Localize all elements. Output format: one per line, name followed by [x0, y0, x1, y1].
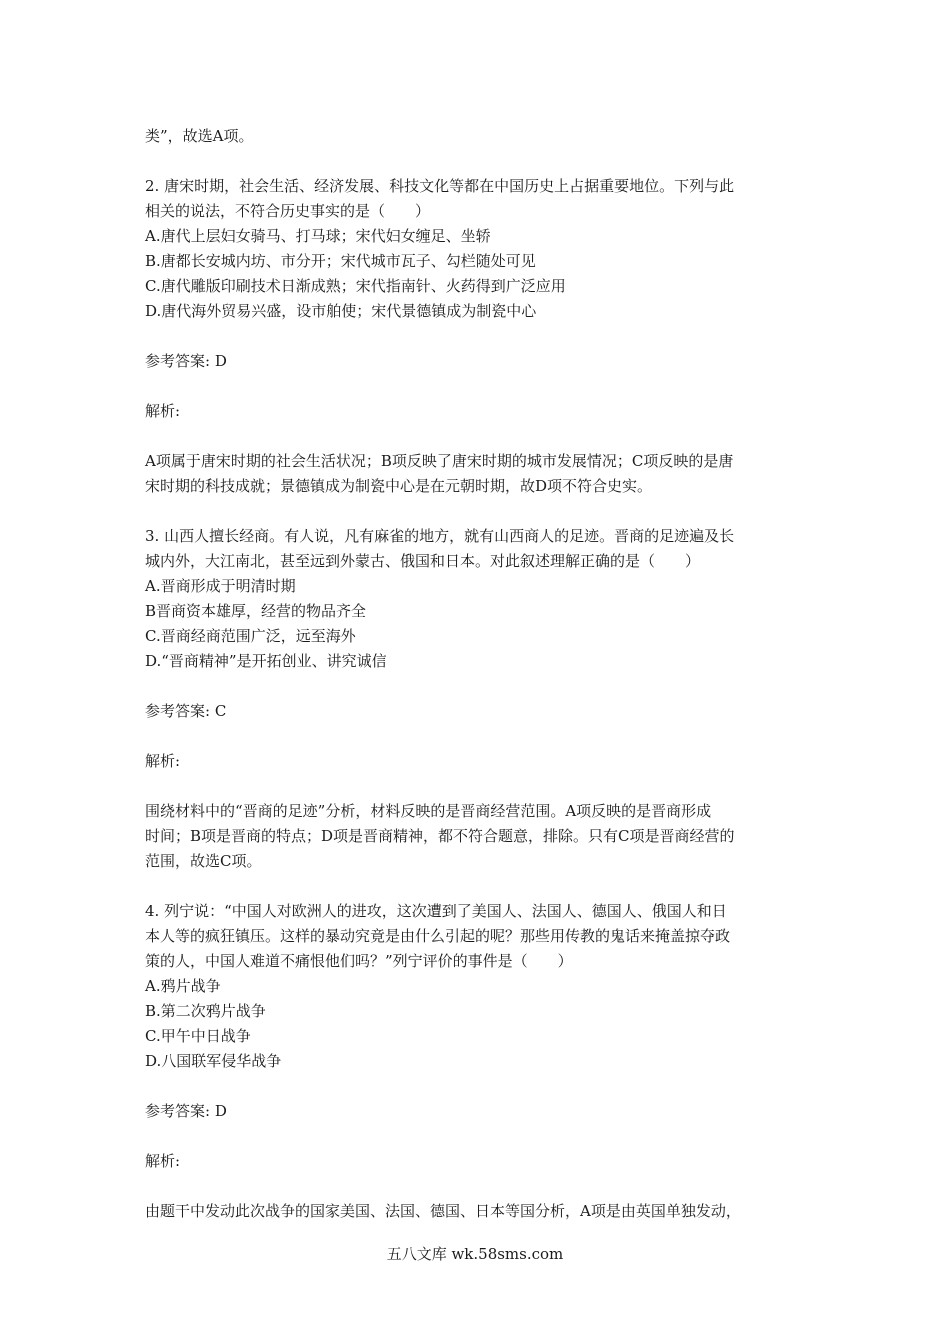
answer: 参考答案: C — [145, 702, 227, 720]
analysis-label: 解析: — [145, 752, 181, 770]
option-b: B.第二次鸦片战争 — [145, 1002, 266, 1020]
question-3 — [145, 524, 815, 874]
answer: 参考答案: D — [145, 1102, 227, 1120]
question-4 — [145, 899, 815, 1224]
question-stem-line: 相关的说法，不符合历史事实的是（ ） — [145, 202, 431, 220]
analysis-line: 时间；B项是晋商的特点；D项是晋商精神，都不符合题意，排除。只有C项是晋商经营的 — [145, 827, 735, 845]
option-d: D.“晋商精神”是开拓创业、讲究诚信 — [145, 652, 387, 670]
option-b: B.唐都长安城内坊、市分开；宋代城市瓦子、勾栏随处可见 — [145, 252, 536, 270]
question-stem-line: 策的人，中国人难道不痛恨他们吗？”列宁评价的事件是（ ） — [145, 952, 573, 970]
analysis-label: 解析: — [145, 402, 181, 420]
analysis-line: 围绕材料中的“晋商的足迹”分析，材料反映的是晋商经营范围。A项反映的是晋商形成 — [145, 802, 712, 820]
analysis-label: 解析: — [145, 1152, 181, 1170]
analysis-line: 宋时期的科技成就；景德镇成为制瓷中心是在元朝时期，故D项不符合史实。 — [145, 477, 653, 495]
option-c: C.唐代雕版印刷技术日渐成熟；宋代指南针、火药得到广泛应用 — [145, 277, 566, 295]
analysis-line: 由题干中发动此次战争的国家美国、法国、德国、日本等国分析，A项是由英国单独发动， — [145, 1202, 741, 1220]
question-stem-line: 4. 列宁说：“中国人对欧洲人的进攻，这次遭到了美国人、法国人、德国人、俄国人和日 — [145, 902, 727, 920]
option-a: A.唐代上层妇女骑马、打马球；宋代妇女缠足、坐轿 — [145, 227, 491, 245]
analysis-line: 范围，故选C项。 — [145, 852, 262, 870]
document-body — [145, 124, 815, 1224]
answer: 参考答案: D — [145, 352, 227, 370]
option-c: C.甲午中日战争 — [145, 1027, 251, 1045]
page-footer: 五八文库 wk.58sms.com — [386, 1245, 564, 1263]
analysis-line: A项属于唐宋时期的社会生活状况；B项反映了唐宋时期的城市发展情况；C项反映的是唐 — [145, 452, 734, 470]
option-a: A.鸦片战争 — [145, 977, 221, 995]
question-stem-line: 城内外，大江南北，甚至远到外蒙古、俄国和日本。对此叙述理解正确的是（ ） — [145, 552, 701, 570]
option-d: D.唐代海外贸易兴盛，设市舶使；宋代景德镇成为制瓷中心 — [145, 302, 537, 320]
option-d: D.八国联军侵华战争 — [145, 1052, 282, 1070]
question-stem-line: 本人等的疯狂镇压。这样的暴动究竟是由什么引起的呢？那些用传教的鬼话来掩盖掠夺政 — [145, 927, 731, 945]
option-c: C.晋商经商范围广泛，远至海外 — [145, 627, 356, 645]
option-a: A.晋商形成于明清时期 — [145, 577, 296, 595]
question-stem-line: 2. 唐宋时期，社会生活、经济发展、科技文化等都在中国历史上占据重要地位。下列与此 — [145, 177, 735, 195]
intro-line: 类”，故选A项。 — [145, 127, 254, 145]
question-stem-line: 3. 山西人擅长经商。有人说，凡有麻雀的地方，就有山西商人的足迹。晋商的足迹遍及长 — [145, 527, 735, 545]
option-b: B晋商资本雄厚，经营的物品齐全 — [145, 602, 367, 620]
question-2 — [145, 174, 815, 499]
